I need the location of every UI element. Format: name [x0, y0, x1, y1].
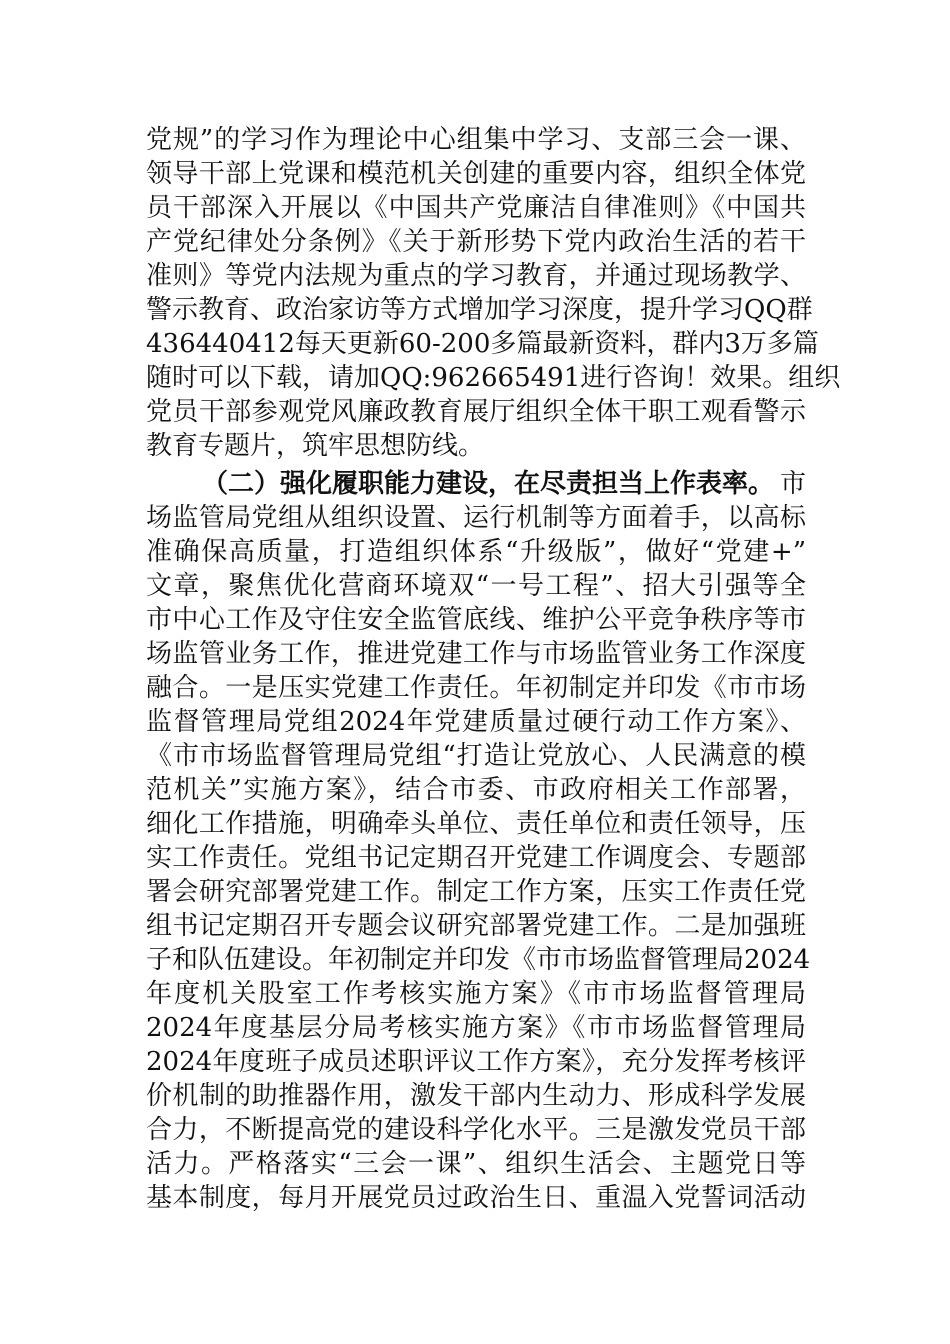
paragraph-2-line: 《市市场监督管理局党组“打造让党放心、人民满意的模 [146, 741, 806, 771]
paragraph-2-line: 场监管局党组从组织设置、运行机制等方面着手，以高标 [146, 503, 806, 533]
paragraph-1-line: 警示教育、政治家访等方式增加学习深度，提升学习QQ群 [146, 295, 813, 325]
paragraph-2-line: 子和队伍建设。年初制定并印发《市市场监督管理局2024 [146, 945, 811, 975]
paragraph-2-line: 范机关”实施方案》，结合市委、市政府相关工作部署， [146, 775, 806, 805]
paragraph-2-line-start: 市 [779, 469, 806, 499]
paragraph-2-line: 监督管理局党组2024年党建质量过硬行动工作方案》、 [146, 707, 806, 737]
paragraph-1-line: 产党纪律处分条例》《关于新形势下党内政治生活的若干 [146, 227, 806, 257]
paragraph-2-line: 活力。严格落实“三会一课”、组织生活会、主题党日等 [146, 1149, 806, 1179]
section-heading: （二）强化履职能力建设，在尽责担当上作表率。 [202, 469, 775, 499]
paragraph-1-line: 党规”的学习作为理论中心组集中学习、支部三会一课、 [146, 125, 806, 155]
paragraph-2-line: 合力，不断提高党的建设科学化水平。三是激发党员干部 [146, 1115, 806, 1145]
paragraph-2-line: 基本制度，每月开展党员过政治生日、重温入党誓词活动 [146, 1183, 806, 1213]
paragraph-1-line: 随时可以下载，请加QQ:962665491进行咨询！效果。组织 [146, 363, 841, 393]
paragraph-2-line: 2024年度基层分局考核实施方案》《市市场监督管理局 [146, 1013, 806, 1043]
paragraph-2-line: 市中心工作及守住安全监管底线、维护公平竞争秩序等市 [146, 605, 806, 635]
paragraph-2-line: 准确保高质量，打造组织体系“升级版”，做好“党建+” [146, 537, 806, 567]
paragraph-2-line: 细化工作措施，明确牵头单位、责任单位和责任领导，压 [146, 809, 806, 839]
paragraph-1-line: 教育专题片，筑牢思想防线。 [146, 431, 485, 461]
paragraph-2-line: 2024年度班子成员述职评议工作方案》，充分发挥考核评 [146, 1047, 806, 1077]
paragraph-2-line: 实工作责任。党组书记定期召开党建工作调度会、专题部 [146, 843, 806, 873]
paragraph-2-first-line [202, 466, 806, 502]
paragraph-2-line: 价机制的助推器作用，激发干部内生动力、形成科学发展 [146, 1081, 806, 1111]
paragraph-1-line: 436440412每天更新60-200多篇最新资料，群内3万多篇 [146, 329, 819, 359]
paragraph-2-line: 组书记定期召开专题会议研究部署党建工作。二是加强班 [146, 911, 806, 941]
paragraph-1-line: 党员干部参观党风廉政教育展厅组织全体干职工观看警示 [146, 397, 806, 427]
paragraph-2-line: 年度机关股室工作考核实施方案》《市市场监督管理局 [146, 979, 806, 1009]
paragraph-2-line: 场监管业务工作，推进党建工作与市场监管业务工作深度 [146, 639, 806, 669]
paragraph-1-line: 员干部深入开展以《中国共产党廉洁自律准则》《中国共 [146, 193, 806, 223]
paragraph-1-line: 准则》等党内法规为重点的学习教育，并通过现场教学、 [146, 261, 806, 291]
paragraph-1-line: 领导干部上党课和模范机关创建的重要内容，组织全体党 [146, 159, 806, 189]
paragraph-2-line: 融合。一是压实党建工作责任。年初制定并印发《市市场 [146, 673, 806, 703]
paragraph-2-line: 署会研究部署党建工作。制定工作方案，压实工作责任党 [146, 877, 806, 907]
paragraph-2-line: 文章，聚焦优化营商环境双“一号工程”、招大引强等全 [146, 571, 806, 601]
